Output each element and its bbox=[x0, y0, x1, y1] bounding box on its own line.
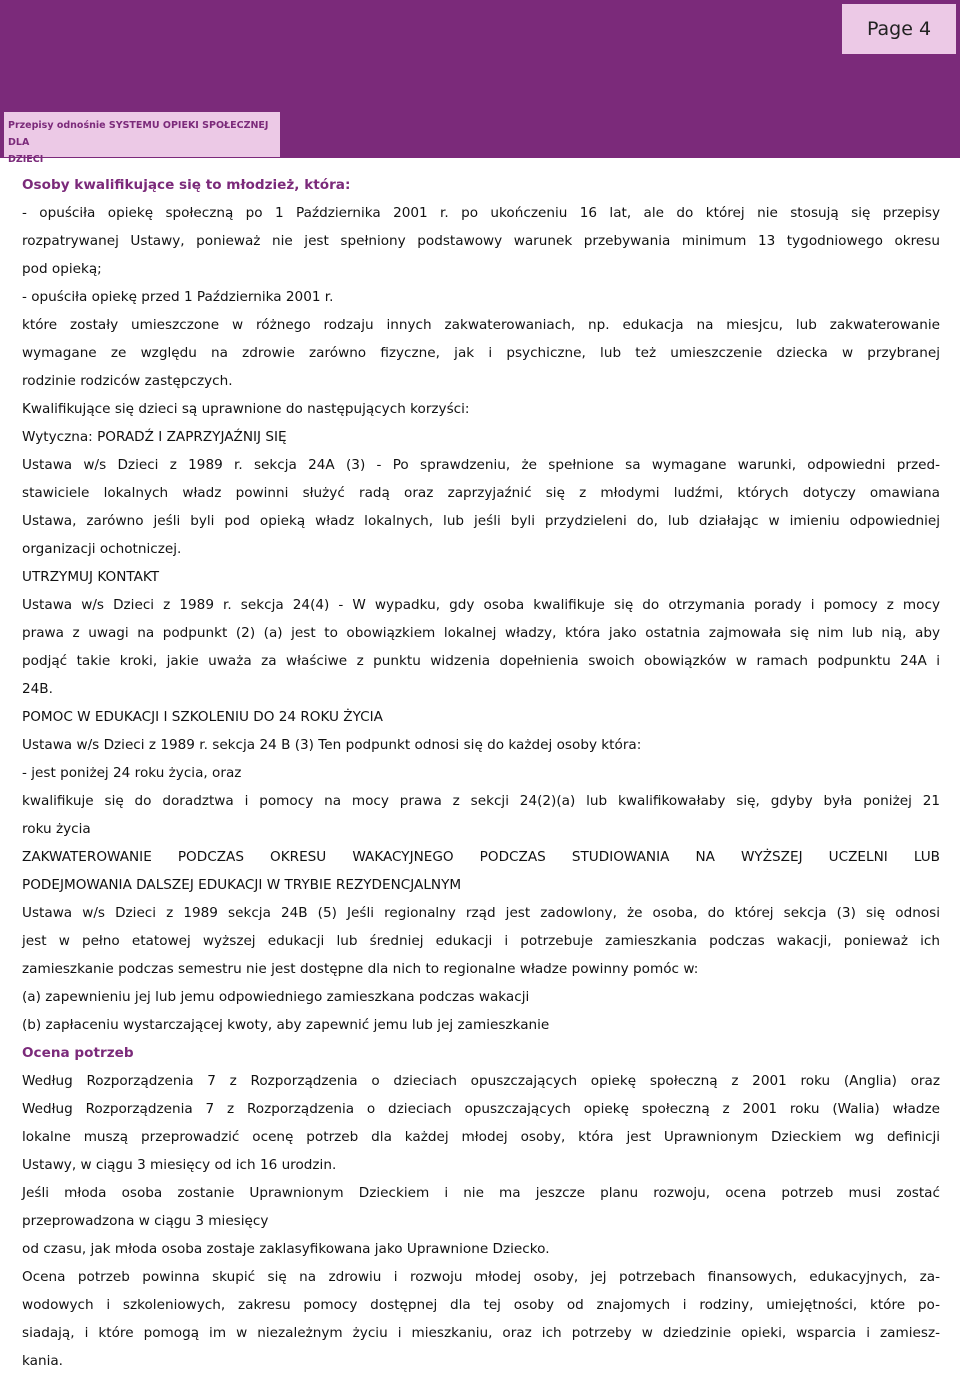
text-line: organizacji ochotniczej. bbox=[22, 541, 182, 557]
text-line: Ustawa w/s Dzieci z 1989 r. sekcja 24A (3) - Po sprawdzeniu, że spełnione sa wymagane warunki, odpowiedni przed- bbox=[22, 457, 940, 473]
text-line: kania. bbox=[22, 1353, 64, 1369]
text-line: Ustawy, w ciągu 3 miesięcy od ich 16 urodzin. bbox=[22, 1157, 337, 1173]
page-label: Page 4 bbox=[866, 18, 932, 40]
text-line: wymagane ze względu na zdrowie zarówno fizyczne, jak i psychiczne, lub też umieszczenie dziecka w przybranej bbox=[22, 345, 940, 361]
text-line: Ocena potrzeb powinna skupić się na zdrowiu i rozwoju młodej osoby, jej potrzebach finansowych, edukacyjnych, za- bbox=[22, 1269, 940, 1285]
text-line: - opuściła opiekę przed 1 Października 2001 r. bbox=[22, 289, 334, 305]
text-line: lokalne muszą przeprowadzić ocenę potrzeb dla każdej młodej osoby, która jest Uprawnionym Dzieckiem wg definicji bbox=[22, 1129, 940, 1145]
text-line: jest w pełno etatowej wyższej edukacji lub średniej edukacji i potrzebuje zamieszkania podczas wakacji, ponieważ ich bbox=[22, 933, 940, 949]
text-line: wodowych i szkoleniowych, zakresu pomocy dostępnej dla tej osoby od znajomych i rodziny, umiejętności, które po- bbox=[22, 1297, 940, 1313]
text-line: Według Rozporządzenia 7 z Rozporządzenia o dzieciach opuszczających opiekę społeczną z 2001 roku (Walia) władze bbox=[22, 1101, 940, 1117]
document-body bbox=[22, 171, 940, 1375]
page-number-box bbox=[842, 4, 956, 54]
text-line: stawiciele lokalnych władz powinni służyć radą oraz zaprzyjaźnić się z młodymi ludźmi, których dotyczy omawiana bbox=[22, 485, 940, 501]
text-line: Ustawa, zarówno jeśli byli pod opieką władz lokalnych, lub jeśli byli przydzieleni do, lub działając w imieniu odpowiedniej bbox=[22, 513, 940, 529]
text-line: przeprowadzona w ciągu 3 miesięcy bbox=[22, 1213, 269, 1229]
text-line: Ustawa w/s Dzieci z 1989 sekcja 24B (5) Jeśli regionalny rząd jest zadowlony, że osoba, do której sekcja (3) się odnosi bbox=[22, 905, 940, 921]
document-title-line1: Przepisy odnośnie SYSTEMU OPIEKI SPOŁECZNEJ DLA bbox=[8, 120, 269, 148]
text-line: - opuściła opiekę społeczną po 1 Października 2001 r. po ukończeniu 16 lat, ale do której nie stosują się przepisy bbox=[22, 205, 940, 221]
text-line: Ustawa w/s Dzieci z 1989 r. sekcja 24(4) - W wypadku, gdy osoba kwalifikuje się do otrzymania porady i pomocy z mocy bbox=[22, 597, 940, 613]
text-line: ZAKWATEROWANIE PODCZAS OKRESU WAKACYJNEGO PODCZAS STUDIOWANIA NA WYŻSZEJ UCZELNI LUB bbox=[22, 849, 940, 865]
text-line: od czasu, jak młoda osoba zostaje zaklasyfikowana jako Uprawnione Dziecko. bbox=[22, 1241, 550, 1257]
section-heading: Ocena potrzeb bbox=[22, 1045, 134, 1061]
text-line: UTRZYMUJ KONTAKT bbox=[22, 569, 160, 585]
text-line: (b) zapłaceniu wystarczającej kwoty, aby zapewnić jemu lub jej zamieszkanie bbox=[22, 1017, 550, 1033]
text-line: Wytyczna: PORADŹ I ZAPRZYJAŹNIJ SIĘ bbox=[22, 429, 287, 445]
text-line: (a) zapewnieniu jej lub jemu odpowiedniego zamieszkana podczas wakacji bbox=[22, 989, 530, 1005]
text-line: - jest poniżej 24 roku życia, oraz bbox=[22, 765, 242, 781]
text-line: które zostały umieszczone w różnego rodzaju innych zakwaterowaniach, np. edukacja na miesjcu, lub zakwaterowanie bbox=[22, 317, 940, 333]
text-line: roku życia bbox=[22, 821, 91, 837]
text-line: kwalifikuje się do doradztwa i pomocy na mocy prawa z sekcji 24(2)(a) lub kwalifikowałaby się, gdyby była poniżej 21 bbox=[22, 793, 940, 809]
text-line: Ustawa w/s Dzieci z 1989 r. sekcja 24 B (3) Ten podpunkt odnosi się do każdej osoby która: bbox=[22, 737, 642, 753]
text-line: Kwalifikujące się dzieci są uprawnione do następujących korzyści: bbox=[22, 401, 470, 417]
text-line: Jeśli młoda osoba zostanie Uprawnionym Dzieckiem i nie ma jeszcze planu rozwoju, ocena potrzeb musi zostać bbox=[22, 1185, 940, 1201]
text-line: 24B. bbox=[22, 681, 53, 697]
text-line: rozpatrywanej Ustawy, ponieważ nie jest spełniony podstawowy warunek przebywania minimum 13 tygodniowego okresu bbox=[22, 233, 940, 249]
text-line: rodzinie rodziców zastępczych. bbox=[22, 373, 233, 389]
document-title-line2: DZIECI bbox=[8, 154, 44, 165]
text-line: prawa z uwagi na podpunkt (2) (a) jest to obowiązkiem lokalnej władzy, która jako ostatnia zajmowała się nim lub nią, aby bbox=[22, 625, 940, 641]
text-line: POMOC W EDUKACJI I SZKOLENIU DO 24 ROKU ŻYCIA bbox=[22, 709, 383, 725]
text-line: podjąć takie kroki, jakie uważa za właściwe z punktu widzenia dopełnienia swoich obowiązków w ramach podpunktu 24A i bbox=[22, 653, 940, 669]
section-heading: Osoby kwalifikujące się to młodzież, która: bbox=[22, 177, 351, 193]
text-line: zamieszkanie podczas semestru nie jest dostępne dla nich to regionalne władze powinny pomóc w: bbox=[22, 961, 699, 977]
text-line: Według Rozporządzenia 7 z Rozporządzenia o dzieciach opuszczających opiekę społeczną z 2001 roku (Anglia) oraz bbox=[22, 1073, 940, 1089]
text-line: PODEJMOWANIA DALSZEJ EDUKACJI W TRYBIE REZYDENCJALNYM bbox=[22, 877, 462, 893]
text-line: pod opieką; bbox=[22, 261, 102, 277]
document-title-box bbox=[4, 112, 280, 165]
text-line: siadają, i które pomogą im w niezależnym życiu i mieszkaniu, oraz ich potrzeby w dziedzinie opieki, wsparcia i zamiesz- bbox=[22, 1325, 940, 1341]
